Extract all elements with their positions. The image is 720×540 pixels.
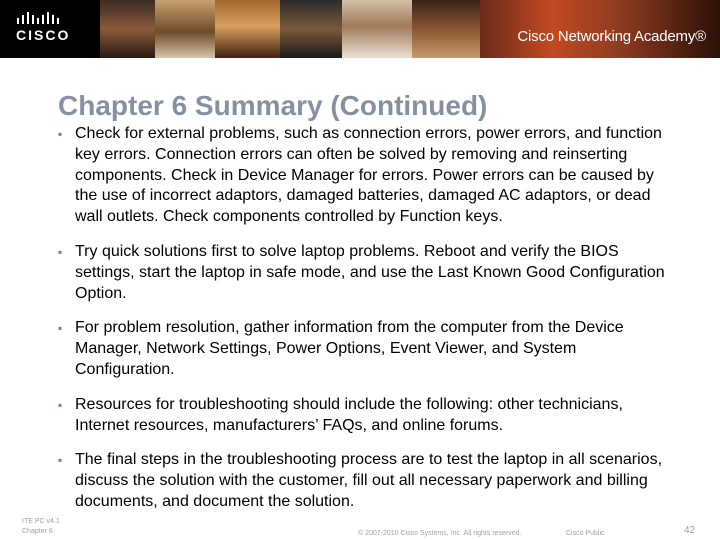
bullet-text: For problem resolution, gather information from the computer from the Device Manager, Network Settings, Power Options, Event Viewer, and System Configuration. (75, 319, 624, 378)
footer-chapter: Chapter 6 (22, 528, 53, 535)
bullet-item (58, 450, 678, 512)
bullet-marker-icon: ▪ (58, 127, 63, 141)
bullet-item (58, 318, 678, 380)
bullet-text: Check for external problems, such as connection errors, power errors, and function key errors. Connection errors can often be solved by removing and reinserting components. Check in Device Manager for errors. Power errors can be caused by the use of incorrect adaptors, damaged batteries, damaged AC adaptors, or dead wall outlets. Check components controlled by Function keys. (75, 125, 662, 226)
header-photo-6 (412, 0, 480, 58)
footer-course: ITE PC v4.1 (22, 518, 60, 525)
bullet-marker-icon: ▪ (58, 244, 63, 259)
bullet-item (58, 242, 678, 304)
bullet-marker-icon: ▪ (58, 321, 63, 336)
footer-copyright: © 2007-2010 Cisco Systems, Inc. All rights reserved. (358, 530, 522, 537)
header-photo-4 (280, 0, 342, 58)
bullet-text: The final steps in the troubleshooting process are to test the laptop in all scenarios, discuss the solution with the customer, fill out all necessary paperwork and billing documents, and document the solution. (75, 451, 663, 510)
slide-title: Chapter 6 Summary (Continued) (58, 90, 488, 121)
bullet-text: Resources for troubleshooting should include the following: other technicians, Internet resources, manufacturers’ FAQs, and online forums. (75, 395, 623, 434)
bullet-list (58, 124, 678, 513)
footer-classification: Cisco Public (566, 530, 605, 537)
academy-label: Cisco Networking Academy® (517, 28, 706, 45)
bullet-text: Try quick solutions first to solve laptop problems. Reboot and verify the BIOS settings, start the laptop in safe mode, and use the Last Known Good Configuration Option. (75, 242, 665, 302)
bullet-item (58, 395, 678, 437)
bullet-marker-icon: ▪ (58, 397, 63, 412)
cisco-wordmark: CISCO (16, 27, 71, 43)
bullet-marker-icon: ▪ (58, 453, 63, 468)
header-photo-3 (215, 0, 280, 58)
header-banner (0, 0, 720, 58)
header-photo-5 (342, 0, 412, 58)
bullet-item (58, 124, 678, 228)
header-photo-1 (100, 0, 155, 58)
header-photo-2 (155, 0, 215, 58)
page-number: 42 (684, 525, 696, 536)
